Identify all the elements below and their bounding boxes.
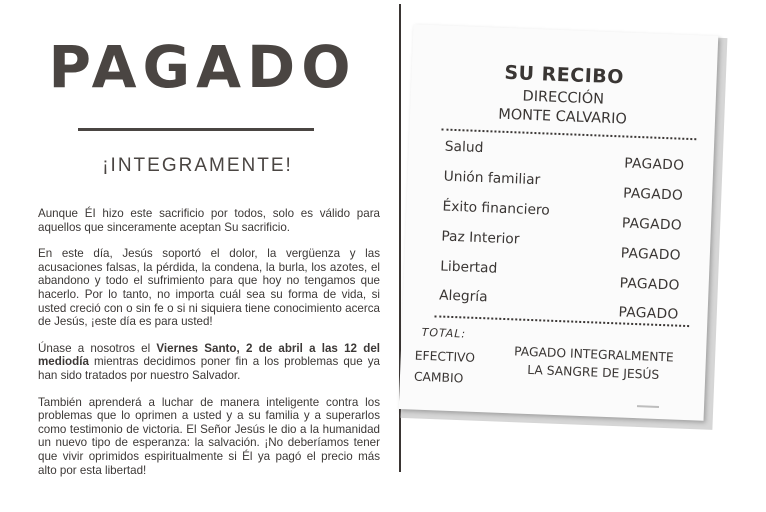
receipt-row xyxy=(442,198,683,234)
receipt-total-value: PAGADO INTEGRALMENTE xyxy=(513,344,674,365)
paragraph-2: En este día, Jesús soportó el dolor, la vergüenza y las acusaciones falsas, la pérdida, la condena, la burla, los azotes, el abandono y todo el sufrimiento para que hoy no tengamos que hacerlo. Por lo tanto, no importa cuál sea su forma de vida, si usted creció con o sin fe o si ni siquiera tiene conocimiento acerca de Jesús, ¡este día es para usted! xyxy=(38,247,380,329)
receipt-row xyxy=(443,168,684,204)
receipt-item-label: Alegría xyxy=(438,287,488,306)
receipt-totals xyxy=(508,342,679,384)
receipt-item-status: PAGADO xyxy=(623,155,685,174)
paragraph-1: Aunque ÉI hizo este sacrificio por todos, solo es válido para aquellos que sinceramente aceptan Su sacrificio. xyxy=(38,207,380,234)
receipt-row xyxy=(441,228,682,264)
receipt-change-label: CAMBIO xyxy=(413,369,464,386)
paragraph-3 xyxy=(38,342,380,383)
receipt-row xyxy=(444,138,685,174)
receipt-item-label: Salud xyxy=(444,138,484,157)
page-title: PAGADO xyxy=(48,33,357,101)
title-divider xyxy=(78,128,314,131)
body-text xyxy=(38,207,380,490)
receipt-payment-value: LA SANGRE DE JESÚS xyxy=(527,362,660,382)
receipt-title: SU RECIBO xyxy=(504,61,625,89)
receipt-dotted-line-top xyxy=(441,128,696,140)
receipt-payment-labels xyxy=(414,346,476,390)
receipt-item-label: Paz Interior xyxy=(441,228,520,248)
receipt-item-label: Éxito financiero xyxy=(442,198,551,219)
receipt-address-label: DIRECCIÓN xyxy=(522,88,605,108)
receipt-smudge xyxy=(637,405,659,408)
receipt-item-status: PAGADO xyxy=(622,185,684,204)
receipt-row xyxy=(439,258,681,294)
receipt-item-status: PAGADO xyxy=(619,275,680,294)
paragraph-4: También aprenderá a luchar de manera inteligente contra los problemas que lo oprimen a usted y a su familia y a superarlos como testimonio de victoria. El Señor Jesús le dio a la humanidad un nuevo tipo de esperanza: la salvación. ¡No deberíamos tener que vivir oprimidos espiritualmente si Él ya pagó el precio más alto por esta libertad! xyxy=(38,395,380,477)
receipt-item-label: Unión familiar xyxy=(443,168,541,189)
event-date: Viernes Santo, 2 de abril a las 12 del mediodía xyxy=(38,341,380,369)
paragraph-3-rest: mientras decidimos poner fin a los problemas que ya han sido tratados por nuestro Salvador. xyxy=(38,355,380,382)
receipt-item-status: PAGADO xyxy=(618,304,679,323)
receipt-item-label: Libertad xyxy=(439,258,498,277)
receipt-item-status: PAGADO xyxy=(620,245,682,264)
receipt-card xyxy=(399,24,719,420)
page-subtitle: ¡INTEGRAMENTE! xyxy=(102,155,293,176)
receipt-total-label: TOTAL: xyxy=(421,325,467,341)
paragraph-3-intro: Únase a nosotros el xyxy=(38,341,157,355)
receipt-cash-label: EFECTIVO xyxy=(414,348,476,365)
receipt-item-status: PAGADO xyxy=(621,215,683,234)
receipt-address: MONTE CALVARIO xyxy=(497,106,628,128)
